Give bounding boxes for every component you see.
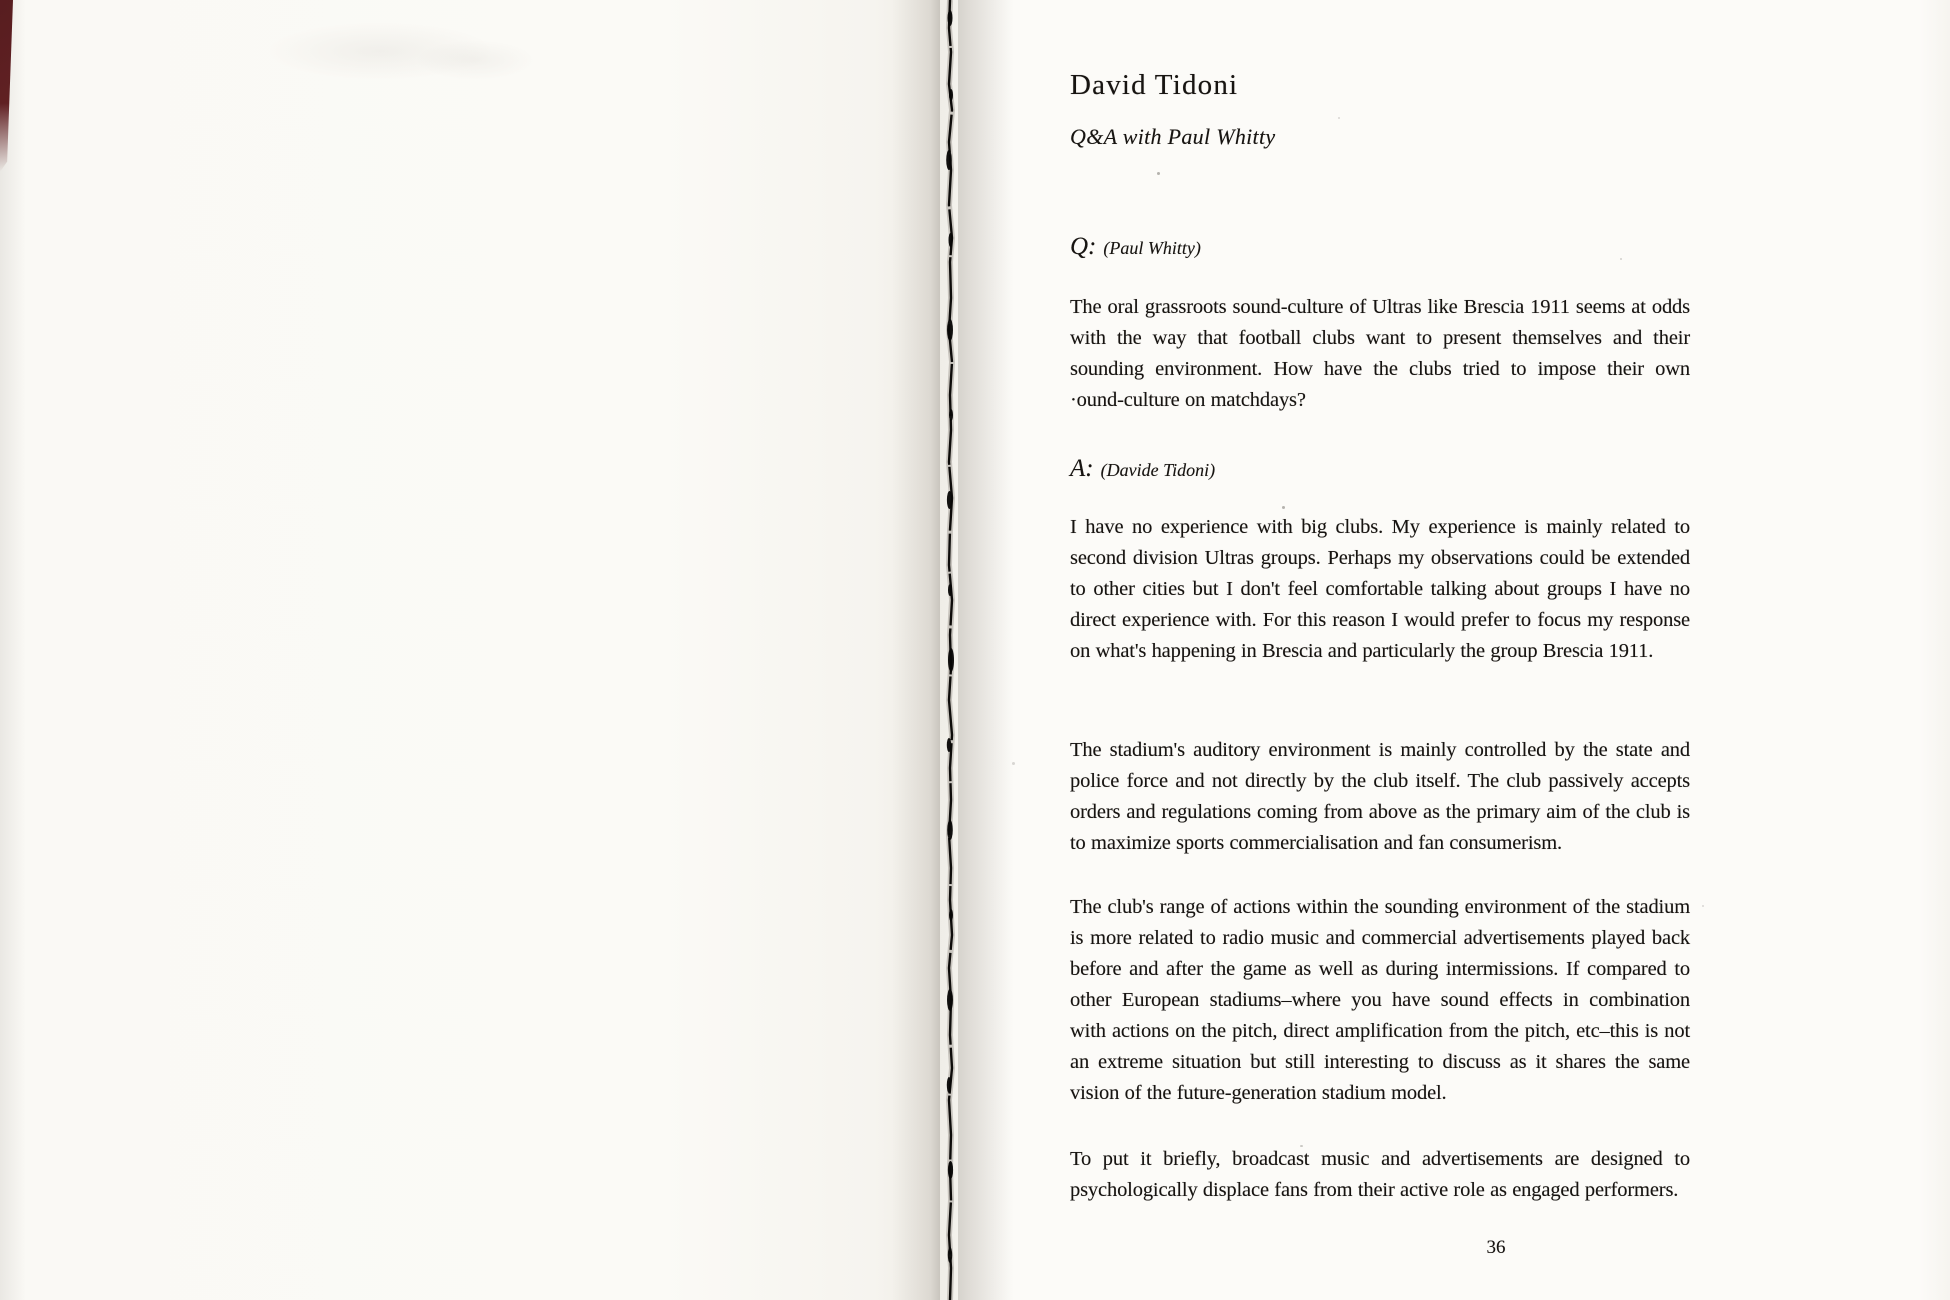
gutter-crease-graphic: [938, 0, 962, 1300]
book-binding-gutter: [938, 0, 962, 1300]
answer-paragraph-4: To put it briefly, broadcast music and advertisements are designed to psychologically displace fans from their active role as engaged performers.: [1070, 1148, 1690, 1201]
dust-speck: [1300, 1145, 1303, 1147]
answer-speaker-line: [1070, 455, 1690, 483]
answer-paragraph-2: The stadium's auditory environment is mainly controlled by the state and police force and not directly by the club itself. The club passively accepts orders and regulations coming from above as the primary aim of the club is to maximize sports commercialisation and fan consumerism.: [1070, 739, 1690, 854]
dust-speck: [1338, 117, 1340, 119]
dust-speck: [1282, 506, 1285, 509]
question-paragraph: The oral grassroots sound-culture of Ultras like Brescia 1911 seems at odds with the way that football clubs want to present themselves and their sounding environment. How have the clubs tried to impose their own ·ound-culture on matchdays?: [1070, 296, 1690, 411]
article-subtitle: Q&A with Paul Whitty: [1070, 124, 1276, 149]
dust-speck: [1157, 172, 1160, 175]
scan-smudge: [415, 40, 535, 80]
question-label: Q:: [1070, 233, 1097, 260]
scan-edge-shadow: [0, 0, 26, 1300]
page-title: David Tidoni: [1070, 69, 1239, 102]
gutter-shadow: [892, 0, 940, 1300]
answer-paragraph-1: I have no experience with big clubs. My experience is mainly related to second division Ultras groups. Perhaps my observations could be extended to other cities but I don't feel comfortable talking about groups I have no direct experience with. For this reason I would prefer to focus my response on what's happening in Brescia and particularly the group Brescia 1911.: [1070, 516, 1690, 662]
answer-speaker-name: (Davide Tidoni): [1100, 460, 1216, 480]
answer-label: A:: [1070, 455, 1094, 482]
dust-speck: [1702, 905, 1704, 907]
question-speaker-name: (Paul Whitty): [1103, 238, 1201, 258]
gutter-shadow: [958, 0, 1014, 1300]
page-number: 36: [1486, 1237, 1506, 1258]
dust-speck: [1012, 762, 1015, 765]
question-speaker-line: [1070, 233, 1690, 261]
dust-speck: [1620, 258, 1622, 260]
answer-paragraph-3: The club's range of actions within the sounding environment of the stadium is more related to radio music and commercial advertisements played back before and after the game as well as during intermissions. If compared to other European stadiums–where you have sound effects in combination with actions on the pitch, direct amplification from the pitch, etc–this is not an extreme situation but still interesting to discuss as it shares the same vision of the future-generation stadium model.: [1070, 896, 1690, 1104]
left-blank-page: [0, 0, 940, 1300]
